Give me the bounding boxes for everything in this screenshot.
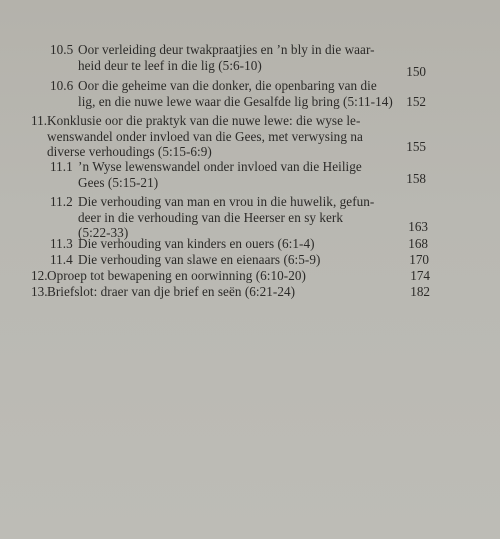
- entry-number: 10.5: [50, 42, 74, 57]
- page-number: 158: [406, 171, 426, 186]
- entry-line: deer in die verhouding van die Heerser en sy kerk: [78, 209, 344, 225]
- entry-number: 13.: [31, 284, 48, 299]
- entry-number: 11.4: [50, 252, 73, 267]
- page-number: 168: [408, 236, 428, 251]
- entry-line: Oproep tot bewapening en oorwinning (6:10-20): [47, 268, 306, 283]
- page-number: 152: [406, 94, 426, 109]
- entry-line: (5:22-33): [78, 225, 129, 240]
- entry-line: Die verhouding van man en vrou in die huwelik, gefun-: [78, 194, 375, 209]
- page-number: 174: [410, 268, 430, 283]
- entry-number: 11.2: [50, 194, 73, 209]
- toc-entry-13: [31, 284, 399, 300]
- page-number: 163: [408, 219, 428, 234]
- entry-number: 11.3: [50, 236, 73, 251]
- entry-line: Briefslot: draer van dje brief en seën (6:21-24): [47, 284, 296, 299]
- toc-entry-11-2: [50, 194, 410, 241]
- toc-entry-11-1: [50, 159, 410, 190]
- toc-entry-11-4: [50, 252, 410, 268]
- toc-entry-12: [31, 268, 399, 284]
- entry-line: Konklusie oor die praktyk van die nuwe lewe: die wyse le-: [47, 113, 361, 128]
- entry-number: 10.6: [50, 78, 74, 93]
- entry-line: wenswandel onder invloed van die Gees, met verwysing na: [47, 128, 363, 144]
- entry-line: ’n Wyse lewenswandel onder invloed van die Heilige: [78, 159, 362, 174]
- entry-line: Oor die geheime van die donker, die openbaring van die: [78, 78, 377, 93]
- toc-entry-11: [31, 113, 399, 160]
- page-number: 150: [406, 64, 426, 79]
- entry-line: Die verhouding van kinders en ouers (6:1-4): [78, 236, 315, 251]
- entry-line: diverse verhoudings (5:15-6:9): [47, 144, 212, 159]
- toc-entry-10-5: [50, 42, 410, 73]
- entry-number: 12.: [31, 268, 48, 283]
- page-number: 155: [406, 139, 426, 154]
- page-number: 170: [409, 252, 429, 267]
- toc-entry-11-3: [50, 236, 410, 252]
- entry-line: Gees (5:15-21): [78, 174, 159, 190]
- entry-number: 11.1: [50, 159, 73, 174]
- page-number: 182: [410, 284, 430, 299]
- entry-line: Oor verleiding deur twakpraatjies en ’n bly in die waar-: [78, 42, 375, 57]
- entry-line: lig, en die nuwe lewe waar die Gesalfde lig bring (5:11-14): [78, 93, 393, 109]
- entry-line: Die verhouding van slawe en eienaars (6:5-9): [78, 252, 321, 267]
- toc-entry-10-6: [50, 78, 410, 109]
- entry-number: 11.: [31, 113, 48, 128]
- entry-line: heid deur te leef in die lig (5:6-10): [78, 57, 262, 73]
